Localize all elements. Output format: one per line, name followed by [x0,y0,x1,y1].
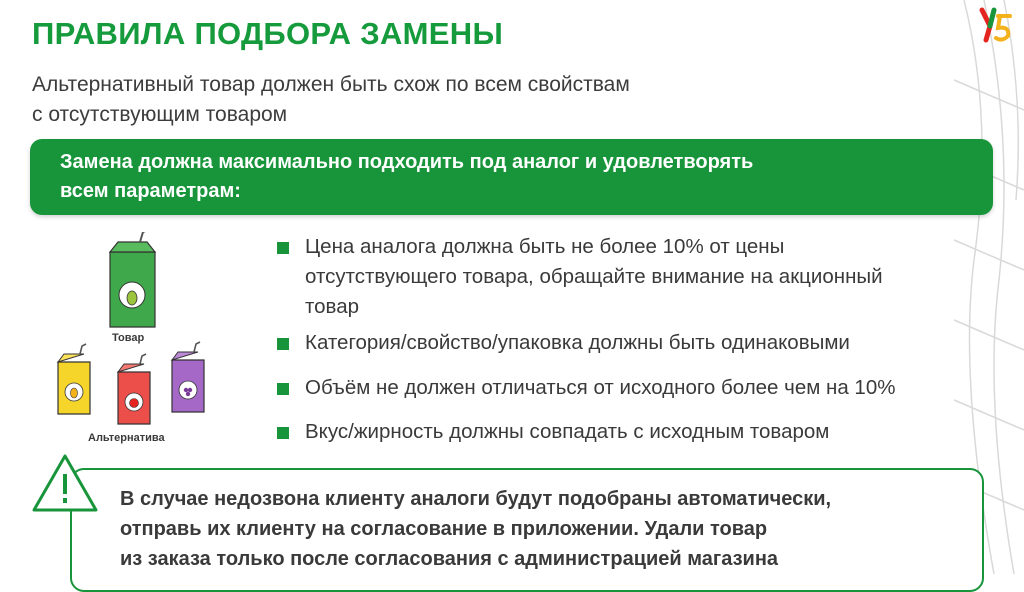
list-item [277,417,1017,447]
bullet-square-icon [277,242,289,254]
warning-line: отправь их клиенту на согласование в приложении. Удали товар [120,518,768,540]
brand-logo [972,6,1016,44]
bullet-square-icon [277,383,289,395]
subtitle-line: с отсутствующим товаром [32,103,288,126]
alternative-label: Альтернатива [88,432,165,444]
product-label: Товар [112,332,145,344]
list-item-line: Объём не должен отличаться от исходного более чем на 10% [305,376,896,399]
list-item-line: Категория/свойство/упаковка должны быть одинаковыми [305,331,850,354]
bullet-square-icon [277,427,289,439]
requirement-banner [30,139,993,215]
list-item [277,328,1017,358]
alternative-yellow-carton-icon [58,344,90,414]
warning-line: из заказа только после согласования с администрацией магазина [120,548,779,570]
list-item-line: Вкус/жирность должны совпадать с исходным товаром [305,420,830,443]
bullet-square-icon [277,338,289,350]
list-item-line: товар [305,295,360,318]
list-item [277,232,1017,322]
product-carton-icon [110,232,155,327]
subtitle-line: Альтернативный товар должен быть схож по всем свойствам [32,73,630,96]
warning-line: В случае недозвона клиенту аналоги будут подобраны автоматически, [120,488,832,510]
banner-line: всем параметрам: [60,180,241,202]
alternative-purple-carton-icon [172,342,204,412]
list-item [277,373,1017,403]
rules-list [277,232,1017,447]
alternative-red-carton-icon [118,354,150,424]
banner-text [60,148,753,206]
list-item-line: Цена аналога должна быть не более 10% от цены [305,235,785,258]
warning-text [120,484,831,574]
page-title: ПРАВИЛА ПОДБОРА ЗАМЕНЫ [32,16,504,51]
warning-triangle-icon [30,452,100,516]
banner-line: Замена должна максимально подходить под аналог и удовлетворять [60,151,754,173]
list-item-line: отсутствующего товара, обращайте внимание на акционный [305,265,883,288]
subtitle [32,70,832,130]
warning-box [70,468,984,592]
